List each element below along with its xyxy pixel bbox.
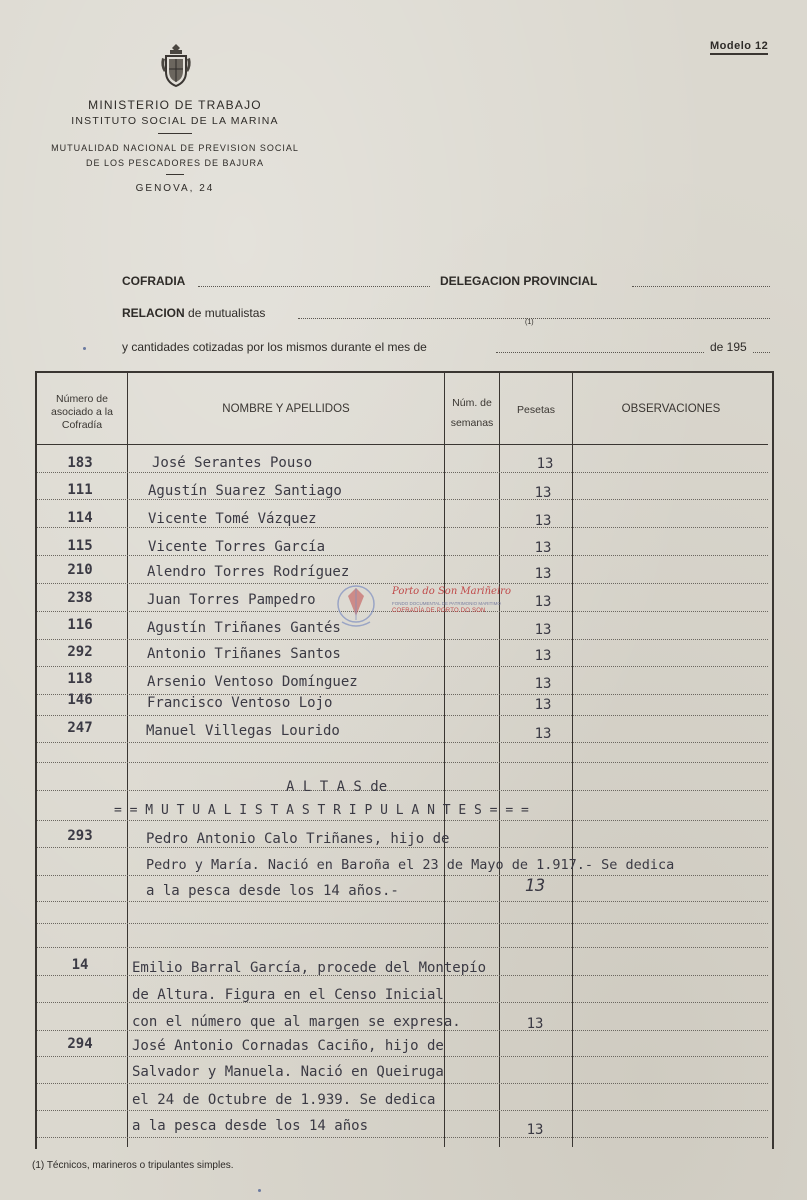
ministry-title: MINISTERIO DE TRABAJO: [88, 98, 262, 112]
entry-number: 294: [67, 1036, 93, 1052]
entry-text-line: de Altura. Figura en el Censo Inicial: [132, 987, 444, 1003]
member-number: 111: [67, 482, 93, 498]
member-pesetas: 13: [534, 697, 552, 713]
row-line: [37, 639, 768, 640]
member-pesetas: 13: [534, 622, 552, 638]
stamp-subtitle: FONDO DOCUMENTAL DE PATRIMONIO MARITIMO: [392, 601, 501, 606]
delegacion-label: DELEGACION PROVINCIAL: [440, 274, 598, 288]
member-pesetas: 13: [534, 485, 552, 501]
member-pesetas: 13: [534, 594, 552, 610]
member-pesetas: 13: [534, 513, 552, 529]
member-number: 115: [67, 538, 93, 554]
delegacion-field[interactable]: [632, 286, 770, 287]
row-line: [37, 820, 768, 821]
year-label: de 195: [710, 340, 747, 354]
member-pesetas: 13: [534, 676, 552, 692]
row-line: [37, 472, 768, 473]
member-number: 146: [67, 692, 93, 708]
row-line: [37, 1137, 768, 1138]
row-line: [37, 875, 768, 876]
row-line: [37, 742, 768, 743]
member-name: Francisco Ventoso Lojo: [147, 695, 333, 711]
member-number: 238: [67, 590, 93, 606]
row-line: [37, 947, 768, 948]
row-line: [37, 847, 768, 848]
member-name: Arsenio Ventoso Domínguez: [147, 674, 358, 690]
entry-text-line: José Antonio Cornadas Caciño, hijo de: [132, 1038, 444, 1054]
entry-text-line: Pedro y María. Nació en Baroña el 23 de Mayo de 1.917.- Se dedica: [146, 857, 675, 873]
row-line: [37, 1083, 768, 1084]
row-line: [37, 555, 768, 556]
year-field[interactable]: [753, 352, 770, 353]
entry-text-line: Salvador y Manuela. Nació en Queiruga: [132, 1064, 444, 1080]
member-number: 292: [67, 644, 93, 660]
archive-stamp-icon: [318, 576, 498, 636]
paper-mark: [258, 1189, 261, 1192]
member-name: Alendro Torres Rodríguez: [147, 564, 350, 580]
member-pesetas: 13: [536, 456, 554, 472]
stamp-org: COFRADÍA DE PORTO DO SON: [392, 608, 486, 614]
col-header-nombre: NOMBRE Y APELLIDOS: [222, 403, 350, 415]
relacion-rest: de mutualistas: [188, 306, 266, 320]
footnote-marker: (1): [525, 319, 534, 326]
entry-text-line: el 24 de Octubre de 1.939. Se dedica: [132, 1092, 436, 1108]
entry-pesetas: 13: [526, 1122, 544, 1138]
coat-of-arms-icon: [158, 42, 194, 90]
header-divider-small: [166, 174, 184, 175]
row-line: [37, 666, 768, 667]
paper-mark: [83, 347, 86, 350]
entry-number: 293: [67, 828, 93, 844]
member-pesetas: 13: [534, 540, 552, 556]
col-header-semanas: Núm. de semanas: [450, 397, 494, 429]
entry-text-line: a la pesca desde los 14 años.-: [146, 883, 399, 899]
member-number: 183: [67, 455, 93, 471]
row-line: [37, 1056, 768, 1057]
member-name: Agustín Suarez Santiago: [148, 483, 342, 499]
stamp-title: Porto do Son Mariñeiro: [392, 586, 511, 597]
institute-title: INSTITUTO SOCIAL DE LA MARINA: [71, 115, 279, 127]
entry-pesetas: 13: [526, 1016, 544, 1032]
header-divider: [158, 133, 192, 134]
altas-heading: A L T A S de: [286, 779, 388, 795]
member-pesetas: 13: [534, 648, 552, 664]
member-name: Manuel Villegas Lourido: [146, 723, 340, 739]
row-line: [37, 527, 768, 528]
member-number: 114: [67, 510, 93, 526]
header-row-separator: [37, 444, 768, 445]
member-name: Antonio Triñanes Santos: [147, 646, 341, 662]
cofradia-field[interactable]: [198, 286, 430, 287]
entry-text-line: a la pesca desde los 14 años: [132, 1118, 369, 1134]
cofradia-label: COFRADIA: [122, 274, 186, 288]
member-name: Juan Torres Pampedro: [147, 592, 316, 608]
member-name: José Serantes Pouso: [152, 455, 313, 471]
contributions-table: [35, 371, 774, 1149]
member-number: 118: [67, 671, 93, 687]
row-line: [37, 901, 768, 902]
altas-subheading: = = M U T U A L I S T A S T R I P U L A N T E S = = =: [114, 803, 529, 818]
member-number: 210: [67, 562, 93, 578]
relacion-field[interactable]: [298, 318, 770, 319]
member-pesetas: 13: [534, 726, 552, 742]
entry-pesetas: 13: [524, 876, 546, 896]
row-line: [37, 790, 768, 791]
row-line: [37, 1030, 768, 1031]
col-header-observaciones: OBSERVACIONES: [621, 403, 721, 415]
member-number: 116: [67, 617, 93, 633]
row-line: [37, 762, 768, 763]
entry-text-line: con el número que al margen se expresa.: [132, 1014, 461, 1030]
mutuality-line-2: DE LOS PESCADORES DE BAJURA: [85, 158, 265, 168]
mutuality-line-1: MUTUALIDAD NACIONAL DE PREVISION SOCIAL: [51, 143, 299, 153]
row-line: [37, 715, 768, 716]
member-name: Agustín Triñanes Gantés: [147, 620, 341, 636]
cantidades-text: y cantidades cotizadas por los mismos durante el mes de: [122, 340, 427, 354]
month-field[interactable]: [496, 352, 704, 353]
member-name: Vicente Tomé Vázquez: [148, 511, 317, 527]
member-number: 247: [67, 720, 93, 736]
row-line: [37, 1110, 768, 1111]
col-header-numero: Número de asociado a la Cofradía: [51, 393, 113, 431]
relacion-line: [122, 306, 265, 320]
row-line: [37, 923, 768, 924]
model-label: Modelo 12: [710, 40, 768, 55]
footnote: (1) Técnicos, marineros o tripulantes simples.: [32, 1160, 234, 1171]
entry-number: 14: [71, 957, 89, 973]
entry-text-line: Emilio Barral García, procede del Montepío: [132, 960, 487, 976]
relacion-label: RELACION: [122, 306, 185, 320]
member-name: Vicente Torres García: [148, 539, 326, 555]
address: GENOVA, 24: [135, 183, 215, 194]
row-line: [37, 499, 768, 500]
entry-text-line: Pedro Antonio Calo Triñanes, hijo de: [146, 831, 450, 847]
member-pesetas: 13: [534, 566, 552, 582]
col-header-pesetas: Pesetas: [517, 404, 555, 416]
